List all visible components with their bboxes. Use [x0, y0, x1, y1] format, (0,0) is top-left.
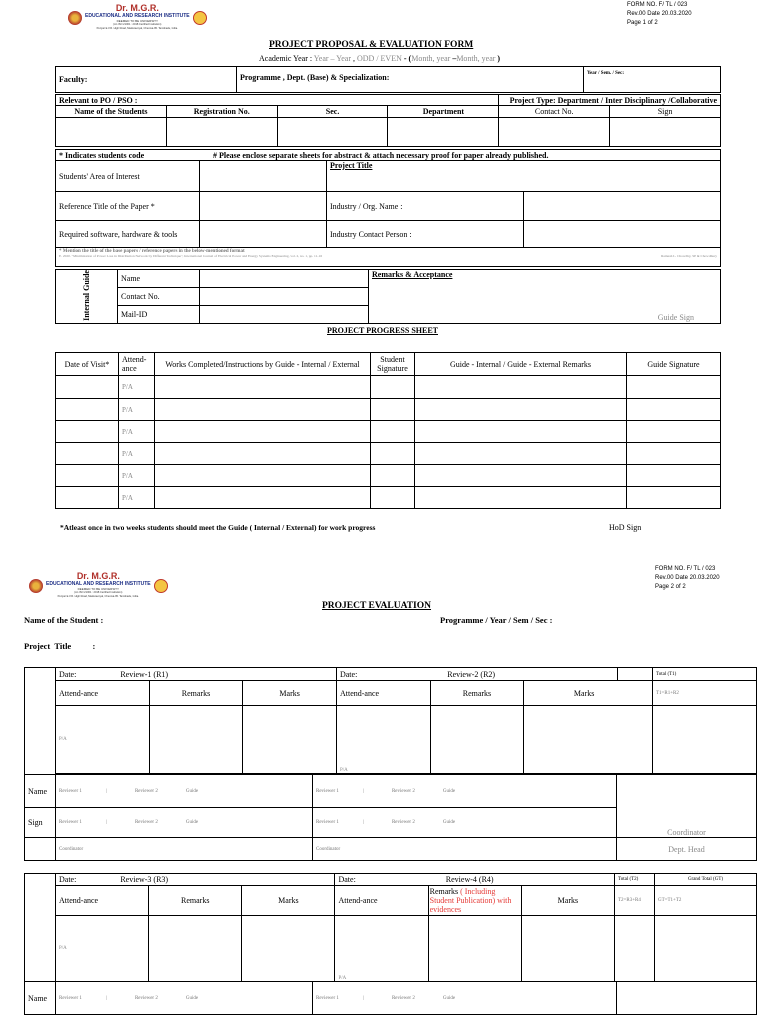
r1-remarks-head: Remarks — [149, 681, 243, 706]
guide-label: Guide — [185, 788, 199, 794]
r4-remarks-cell[interactable] — [428, 916, 521, 982]
r2-remarks-cell[interactable] — [430, 706, 524, 774]
grand-label: Grand Total (GT) — [655, 874, 757, 886]
institute-logo — [68, 4, 207, 31]
p-row-att[interactable]: P/A — [119, 487, 155, 509]
project-title-label: Project Title — [330, 161, 373, 170]
project-title2-label: Project Title : — [24, 641, 96, 651]
programme2-label: Programme / Year / Sem / Sec : — [440, 615, 553, 625]
enclose-note: # Please enclose separate sheets for abstract & attach necessary proof for paper already published. — [210, 150, 721, 161]
t1-cell[interactable] — [653, 706, 757, 774]
r12-left-spacer — [25, 668, 56, 775]
r2-marks-label: Marks — [573, 688, 595, 698]
indicates-note: * Indicates students code — [56, 150, 211, 161]
review12-table — [24, 667, 757, 774]
guide-table — [55, 269, 721, 324]
r3-header — [56, 874, 335, 886]
ay-month2: Month, year — [456, 54, 496, 63]
page-title: PROJECT PROPOSAL & EVALUATION FORM — [269, 40, 474, 50]
p-row-works[interactable] — [155, 443, 371, 465]
p-row-date[interactable] — [56, 443, 119, 465]
progress-title: PROJECT PROGRESS SHEET — [327, 326, 438, 335]
sep1: | — [105, 820, 107, 825]
r4-att-head: Attend-ance — [335, 886, 428, 916]
r3-att-head: Attend-ance — [56, 886, 149, 916]
sep1: | — [105, 995, 107, 1001]
r2-marks-head — [524, 681, 653, 706]
ref-title-cell[interactable] — [200, 192, 327, 221]
institute-name: Dr. M.G.R. — [76, 571, 120, 581]
student-sign-cell[interactable] — [610, 118, 721, 147]
footnote: *Atleast once in two weeks students should meet the Guide ( Internal / External) for work progress — [60, 523, 376, 532]
coordinator-small: Coordinator — [316, 846, 341, 852]
r1-name-cell[interactable] — [56, 775, 313, 808]
p-works-head: Works Completed/Instructions by Guide - Internal / External — [155, 353, 371, 376]
r2-name-cell[interactable] — [313, 775, 617, 808]
area-label: Students' Area of Interest — [56, 161, 200, 192]
institute-line3: DEEMED TO BE UNIVERSITY — [116, 19, 159, 23]
name-label: Name — [25, 775, 56, 808]
r4-remarks-plain: Remarks — [429, 887, 461, 896]
r1-att-cell[interactable]: P/A — [56, 706, 150, 774]
p-row-student[interactable] — [371, 443, 415, 465]
p-row-gsig[interactable] — [627, 487, 721, 509]
review12-sign-table — [24, 774, 757, 861]
guide-label: Guide — [185, 995, 199, 1001]
industry-contact-cell[interactable] — [524, 221, 721, 248]
r2-header — [336, 668, 617, 681]
review34-table — [24, 873, 757, 982]
project-title-cell[interactable] — [327, 161, 721, 192]
form-info — [627, 1, 692, 28]
ay-dash: - ( — [401, 54, 412, 63]
p-row-remarks[interactable] — [415, 487, 627, 509]
sign-label: Sign — [25, 808, 56, 838]
coordinator-label: Coordinator — [667, 828, 706, 837]
r2-title: Review-2 (R2) — [447, 669, 496, 679]
total2-label: Total (T2) — [615, 874, 655, 886]
p-student-head: Student Signature — [371, 353, 415, 376]
reviewer2-label: Reviewer 2 — [391, 995, 415, 1001]
p-row-gsig[interactable] — [627, 399, 721, 421]
guide-mail-cell[interactable] — [200, 305, 369, 323]
r3-remarks-head: Remarks — [149, 886, 242, 916]
r4-title: Review-4 (R4) — [445, 875, 494, 884]
p-row-student[interactable] — [371, 399, 415, 421]
p-row-gsig[interactable] — [627, 421, 721, 443]
industry-contact-label: Industry Contact Person : — [327, 221, 524, 248]
seal-icon — [29, 579, 43, 593]
p-row-att[interactable]: P/A — [119, 376, 155, 399]
coordinator-cell[interactable] — [617, 775, 757, 838]
ay-odd: ODD / EVEN — [356, 54, 402, 63]
r2-att-cell[interactable]: P/A — [336, 706, 430, 774]
form-no: FORM NO. F/ TL / 023 — [627, 2, 688, 8]
r2-coord-cell[interactable] — [313, 838, 617, 861]
relevant-label: Relevant to PO / PSO : — [56, 95, 499, 106]
p-att-head: Attend-ance — [119, 353, 155, 376]
form-rev: Rev.00 Date 20.03.2020 — [627, 11, 692, 17]
emblem-icon — [193, 11, 207, 25]
r1-sign-cell[interactable] — [56, 808, 313, 838]
guide-name-label: Name — [118, 270, 200, 288]
remarks-acceptance-label: Remarks & Acceptance — [372, 270, 453, 279]
p-remarks-head: Guide - Internal / Guide - External Remarks — [415, 353, 627, 376]
sep1: | — [362, 820, 364, 825]
page2-title: PROJECT EVALUATION — [322, 601, 432, 611]
p-row-student[interactable] — [371, 487, 415, 509]
name-student-label: Name of the Student : — [24, 615, 104, 625]
institute-line2: EDUCATIONAL AND RESEARCH INSTITUTE — [85, 13, 190, 19]
students-table — [55, 94, 721, 147]
reviewer2-label: Reviewer 2 — [391, 788, 415, 794]
sep1: | — [362, 788, 364, 794]
r3-name-cell[interactable] — [56, 982, 313, 1015]
reviewer1-label: Reviewer 1 — [316, 995, 339, 1001]
guide-contact-label: Contact No. — [118, 287, 200, 305]
institute-line4: (An ISO 21001 : 2018 Certified Institution) — [74, 591, 123, 594]
r2-remarks-head: Remarks — [430, 681, 524, 706]
student-dept-cell[interactable] — [388, 118, 499, 147]
reviewer2-label: Reviewer 2 — [134, 995, 158, 1001]
p-row-works[interactable] — [155, 421, 371, 443]
academic-year — [259, 54, 500, 63]
p-row-att[interactable]: P/A — [119, 399, 155, 421]
software-label: Required software, hardware & tools — [56, 221, 200, 248]
ay-month1: Month, year — [411, 54, 451, 63]
r1-header — [56, 668, 337, 681]
r4-header — [335, 874, 615, 886]
col-reg: Registration No. — [166, 106, 277, 118]
gt-formula: GT=T1+T2 — [655, 886, 757, 916]
interest-table — [55, 160, 721, 267]
guide-label: Guide — [442, 820, 456, 825]
coord-spacer — [25, 838, 56, 861]
ref-title-label: Reference Title of the Paper * — [56, 192, 200, 221]
example-authors: Ramesh L. Chowdhy, SP & Chowdhury — [661, 254, 717, 258]
reviewer2-label: Reviewer 2 — [391, 820, 415, 825]
col-sec: Sec. — [277, 106, 388, 118]
industry-org-cell[interactable] — [524, 192, 721, 221]
t2-cell[interactable] — [615, 916, 655, 982]
form-page: Page 2 of 2 — [655, 584, 686, 590]
ay-close: ) — [495, 54, 501, 63]
guide-contact-cell[interactable] — [200, 287, 369, 305]
mention-cell — [56, 248, 721, 267]
internal-guide-cell — [56, 270, 118, 324]
form-rev: Rev.00 Date 20.03.2020 — [655, 575, 720, 581]
seal-icon — [68, 11, 82, 25]
reviewer2-label: Reviewer 2 — [134, 788, 158, 794]
p-row-student[interactable] — [371, 376, 415, 399]
sep1: | — [362, 995, 364, 1001]
p-row-date[interactable] — [56, 421, 119, 443]
p-row-gsig[interactable] — [627, 443, 721, 465]
r3-remarks-cell[interactable] — [149, 916, 242, 982]
p-row-remarks[interactable] — [415, 443, 627, 465]
mention-note: * Mention the title of the base papers / reference papers in the below-mentioned format — [59, 249, 245, 254]
r4-remarks-red: ( Including Student Publication) with evidences — [429, 887, 512, 914]
r1-date-label: Date: — [59, 669, 77, 679]
student-sec-cell[interactable] — [277, 118, 388, 147]
r3-title: Review-3 (R3) — [120, 875, 169, 884]
r4-date-label: Date: — [338, 875, 356, 884]
internal-guide-label: Internal Guide — [82, 270, 91, 321]
p-row-date[interactable] — [56, 487, 119, 509]
dept-head-label: Dept. Head — [617, 838, 757, 861]
col-sign: Sign — [610, 106, 721, 118]
t1-formula: T1=R1+R2 — [653, 681, 757, 706]
r2-marks-cell[interactable] — [524, 706, 653, 774]
institute-logo-2 — [29, 572, 168, 599]
col-contact: Contact No. — [499, 106, 610, 118]
p-row-remarks[interactable] — [415, 399, 627, 421]
gt-cell[interactable] — [655, 916, 757, 982]
institute-line5: Periyar E.V.R. High Road, Maduravoyal, Chennai-95. Tamilnadu, India. — [57, 595, 139, 598]
reviewer1-label: Reviewer 1 — [59, 820, 82, 825]
guide-label: Guide — [185, 820, 199, 825]
remarks-acceptance-cell[interactable] — [369, 270, 721, 324]
project-type: Project Type: Department / Inter Disciplinary /Collaborative — [499, 95, 721, 106]
hod-sign: HoD Sign — [609, 523, 642, 532]
r3-marks-head: Marks — [242, 886, 335, 916]
r4-name-cell[interactable] — [313, 982, 617, 1015]
coordinator-cell-2[interactable] — [617, 982, 757, 1015]
p-date-head: Date of Visit* — [56, 353, 119, 376]
r4-att-cell[interactable]: P/A — [335, 916, 428, 982]
name-label: Name — [25, 982, 56, 1015]
r1-coord-cell[interactable] — [56, 838, 313, 861]
example-ref: E. 2020. "Minimization of Power Loss in Distribution Network by Different Technique", International Journal of Electrical Power and Energy Systems Engineering, vol. 2, no. 1, pp. 11-16 — [59, 254, 323, 258]
faculty-label: Faculty: — [56, 67, 237, 93]
r4-marks-cell[interactable] — [521, 916, 614, 982]
software-cell[interactable] — [200, 221, 327, 248]
p-row-date[interactable] — [56, 399, 119, 421]
progress-table — [55, 352, 721, 509]
p-row-student[interactable] — [371, 421, 415, 443]
r3-att-cell[interactable]: P/A — [56, 916, 149, 982]
r3-date-label: Date: — [59, 875, 77, 884]
coordinator-small: Coordinator — [59, 846, 84, 852]
institute-name: Dr. M.G.R. — [115, 3, 159, 13]
r1-title: Review-1 (R1) — [120, 669, 169, 679]
faculty-table — [55, 66, 721, 93]
p-row-student[interactable] — [371, 465, 415, 487]
r1-marks-cell[interactable] — [243, 706, 337, 774]
p-row-att[interactable]: P/A — [119, 421, 155, 443]
ay-label: Academic Year : — [259, 54, 313, 63]
student-reg-cell[interactable] — [166, 118, 277, 147]
p-row-gsig[interactable] — [627, 376, 721, 399]
reviewer1-label: Reviewer 1 — [316, 788, 339, 794]
r1-att-head: Attend-ance — [56, 681, 150, 706]
col-dept: Department — [388, 106, 499, 118]
emblem-icon — [154, 579, 168, 593]
guide-mail-label: Mail-ID — [118, 305, 200, 323]
reviewer1-label: Reviewer 1 — [59, 995, 82, 1001]
r2-att-head: Attend-ance — [336, 681, 430, 706]
guide-name-cell[interactable] — [200, 270, 369, 288]
p-row-date[interactable] — [56, 465, 119, 487]
institute-line4: (An ISO 21001 : 2018 Certified Institution) — [113, 23, 162, 26]
p-row-works[interactable] — [155, 399, 371, 421]
p-row-works[interactable] — [155, 376, 371, 399]
p-row-works[interactable] — [155, 487, 371, 509]
form-no: FORM NO. F/ TL / 023 — [655, 566, 716, 572]
form-page: Page 1 of 2 — [627, 20, 658, 26]
institute-line3: DEEMED TO BE UNIVERSITY — [77, 587, 120, 591]
year-sem-label: Year / Sem. / Sec: — [584, 67, 721, 93]
p-row-att[interactable]: P/A — [119, 465, 155, 487]
review34-sign-table — [24, 981, 757, 1015]
guide-label: Guide — [442, 788, 456, 794]
reviewer2-label: Reviewer 2 — [134, 820, 158, 825]
reviewer1-label: Reviewer 1 — [59, 788, 82, 794]
col-names: Name of the Students — [56, 106, 167, 118]
p-row-remarks[interactable] — [415, 465, 627, 487]
student-name-cell[interactable] — [56, 118, 167, 147]
student-contact-cell[interactable] — [499, 118, 610, 147]
r1-remarks-cell[interactable] — [149, 706, 243, 774]
p-row-att[interactable]: P/A — [119, 443, 155, 465]
guide-sign-label: Guide Sign — [657, 312, 694, 322]
p-gsig-head: Guide Signature — [627, 353, 721, 376]
r34-left-spacer — [25, 874, 56, 982]
area-cell[interactable] — [200, 161, 327, 192]
p-row-remarks[interactable] — [415, 421, 627, 443]
ay-sep: , — [350, 54, 355, 63]
r1-marks-head: Marks — [243, 681, 337, 706]
total1-label: Total (T1) — [653, 668, 757, 681]
p-row-works[interactable] — [155, 465, 371, 487]
institute-line5: Periyar E.V.R. High Road, Maduravoyal, Chennai-95. Tamilnadu, India. — [96, 27, 178, 30]
ay-mid: – — [450, 54, 457, 63]
t1-spacer — [618, 668, 653, 681]
p-row-remarks[interactable] — [415, 376, 627, 399]
institute-line2: EDUCATIONAL AND RESEARCH INSTITUTE — [46, 581, 151, 587]
industry-org-label: Industry / Org. Name : — [327, 192, 524, 221]
guide-label: Guide — [442, 995, 456, 1001]
form-info-2 — [655, 565, 720, 592]
r3-marks-cell[interactable] — [242, 916, 335, 982]
p-row-gsig[interactable] — [627, 465, 721, 487]
ay-year: Year – Year — [313, 54, 351, 63]
r4-marks-head: Marks — [521, 886, 614, 916]
sep1: | — [105, 788, 107, 794]
p-row-date[interactable] — [56, 376, 119, 399]
r2-sign-cell[interactable] — [313, 808, 617, 838]
r2-date-label: Date: — [339, 669, 358, 679]
r4-remarks-head — [428, 886, 521, 916]
reviewer1-label: Reviewer 1 — [316, 820, 339, 825]
t2-formula: T2=R3+R4 — [615, 886, 655, 916]
programme-label: Programme , Dept. (Base) & Specialization: — [237, 67, 584, 93]
